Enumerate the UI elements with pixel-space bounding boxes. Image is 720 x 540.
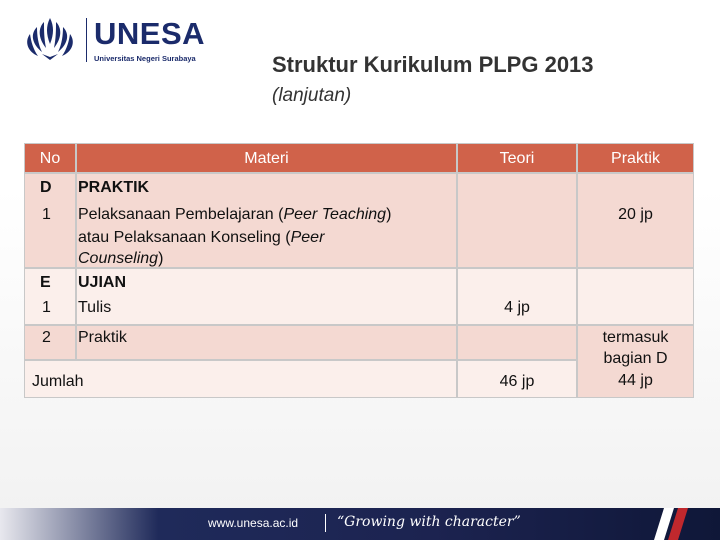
header-praktik: Praktik	[578, 144, 693, 172]
total-label: Jumlah	[32, 373, 84, 390]
slide-title: Struktur Kurikulum PLPG 2013	[272, 52, 594, 77]
brand-name: UNESA	[94, 16, 206, 51]
total-teori: 46 jp	[499, 373, 535, 390]
section-d-title: PRAKTIK	[78, 179, 150, 196]
row-e2-teori-cell	[458, 326, 576, 359]
row-e2-materi-cell	[77, 326, 456, 359]
section-e-item2-praktik-line1: termasuk	[602, 329, 669, 346]
footer-separator	[325, 514, 326, 532]
section-e-item2-praktik-line2: bagian D	[603, 350, 668, 367]
section-d-item-line3: Counseling)	[78, 250, 164, 267]
section-d-item-no: 1	[42, 206, 51, 223]
header-teori: Teori	[458, 144, 576, 172]
section-d-item-line1: Pelaksanaan Pembelajaran (Peer Teaching)	[78, 206, 392, 223]
row-e-praktik-cell	[578, 269, 693, 324]
brand-subtitle: Universitas Negeri Surabaya	[94, 54, 196, 63]
section-d-praktik-value: 20 jp	[618, 206, 653, 223]
section-e-item1-teori: 4 jp	[504, 299, 530, 316]
footer-url: www.unesa.ac.id	[208, 516, 299, 530]
row-total-label-cell	[25, 361, 456, 397]
section-e-item1-label: Tulis	[78, 299, 112, 316]
section-e-code: E	[40, 274, 51, 291]
logo-divider	[86, 18, 87, 62]
slide-subtitle: (lanjutan)	[272, 85, 352, 106]
footer-bar	[0, 508, 720, 540]
header-materi: Materi	[77, 144, 456, 172]
section-e-item2-label: Praktik	[78, 329, 127, 346]
section-e-item2-no: 2	[42, 329, 51, 346]
section-e-title: UJIAN	[78, 274, 127, 291]
row-e-materi-cell	[77, 269, 456, 324]
header-no: No	[25, 144, 75, 172]
footer-stripe-icon	[650, 508, 720, 540]
section-e-item1-no: 1	[42, 299, 51, 316]
unesa-emblem-icon	[22, 14, 78, 64]
total-praktik: 44 jp	[618, 372, 653, 389]
unesa-logo	[22, 14, 206, 66]
curriculum-table	[24, 143, 694, 398]
footer-motto: “Growing with character”	[337, 514, 521, 530]
section-d-code: D	[40, 179, 52, 196]
section-d-item-line2: atau Pelaksanaan Konseling (Peer	[78, 229, 325, 246]
row-d-teori-cell	[458, 174, 576, 267]
